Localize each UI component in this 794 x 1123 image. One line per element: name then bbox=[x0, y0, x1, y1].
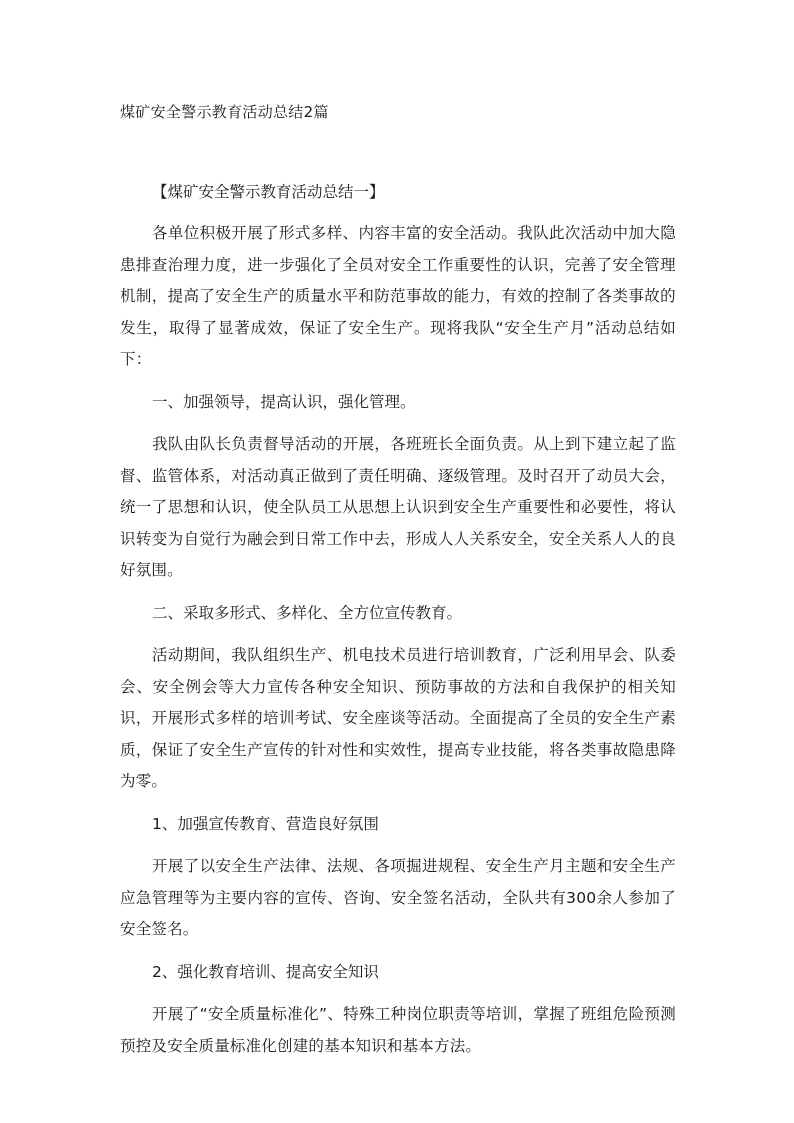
heading-propaganda: 1、加强宣传教育、营造良好氛围 bbox=[152, 814, 379, 833]
paragraph-intro: 各单位积极开展了形式多样、内容丰富的安全活动。我队此次活动中加大隐患排查治理力度，进一步强化了全员对安全工作重要性的认识，完善了安全管理机制，提高了安全生产的质量水平和防范事故的能力，有效的控制了各类事故的发生，取得了显著成效，保证了安全生产。现将我队“安全生产月”活动总结如下： bbox=[120, 224, 676, 368]
document-body bbox=[120, 178, 676, 1073]
heading-training: 2、强化教育培训、提高安全知识 bbox=[152, 962, 379, 981]
section-title: 【煤矿安全警示教育活动总结一】 bbox=[152, 183, 385, 201]
document-title: 煤矿安全警示教育活动总结2篇 bbox=[120, 103, 329, 121]
heading-leadership: 一、加强领导，提高认识，强化管理。 bbox=[152, 392, 416, 411]
paragraph-leadership: 我队由队长负责督导活动的开展，各班班长全面负责。从上到下建立起了监督、监管体系，对活动真正做到了责任明确、逐级管理。及时召开了动员大会，统一了思想和认识，使全队员工从思想上认识到安全生产重要性和必要性，将认识转变为自觉行为融会到日常工作中去，形成人人关系安全，安全关系人人的良好氛围。 bbox=[120, 435, 676, 579]
heading-publicity: 二、采取多形式、多样化、全方位宣传教育。 bbox=[152, 603, 463, 622]
paragraph-training: 开展了“安全质量标准化”、特殊工种岗位职责等培训，掌握了班组危险预测预控及安全质量标准化创建的基本知识和基本方法。 bbox=[120, 1005, 676, 1055]
paragraph-publicity: 活动期间，我队组织生产、机电技术员进行培训教育，广泛利用早会、队委会、安全例会等大力宣传各种安全知识、预防事故的方法和自我保护的相关知识，开展形式多样的培训考试、安全座谈等活动。全面提高了全员的安全生产素质，保证了安全生产宣传的针对性和实效性，提高专业技能，将各类事故隐患降为零。 bbox=[120, 646, 676, 790]
paragraph-propaganda: 开展了以安全生产法律、法规、各项掘进规程、安全生产月主题和安全生产应急管理等为主要内容的宣传、咨询、安全签名活动，全队共有300余人参加了安全签名。 bbox=[120, 857, 676, 938]
